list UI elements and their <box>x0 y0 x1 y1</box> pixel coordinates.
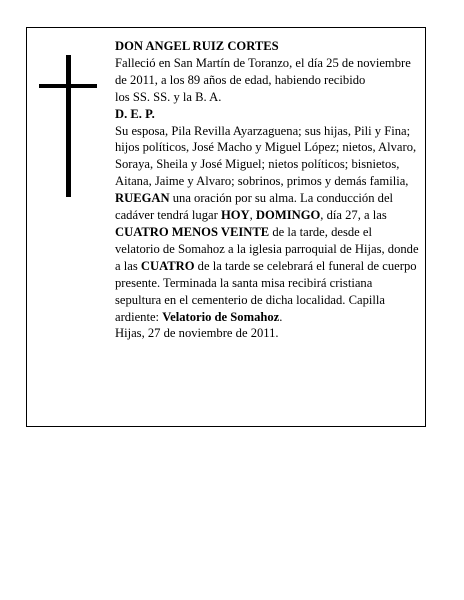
separator-comma: , <box>249 208 256 223</box>
day-sunday: DOMINGO <box>255 208 321 223</box>
cross-vertical-bar <box>66 55 71 197</box>
death-line-3: los SS. SS. y la B. A. <box>115 89 222 104</box>
family-list: Su esposa, Pila Revilla Ayarzaguena; sus hijas, Pili y Fina; hijos políticos, José Macho y Miguel López; nietos, Alvaro, Soraya, Sheila y José Miguel; nietos políticos; bisnietos, Aitana, Jaime y Alvaro; sobrinos, primos y demás familia, <box>115 123 417 189</box>
closing-line: Hijas, 27 de noviembre de 2011. <box>115 326 279 341</box>
request-text-4: de la tarde se celebrará el funeral de cuerpo presente. Terminada la santa misa recibirá cristiana sepultura en el cementerio de dicha localidad. Capilla ardiente: <box>115 258 417 324</box>
departure-time: CUATRO MENOS VEINTE <box>115 224 270 239</box>
request-text-3: de la tarde, desde el velatorio de Somahoz a la iglesia parroquial de Hijas, donde a las <box>115 224 419 273</box>
rest-in-peace: D. E. P. <box>115 106 155 121</box>
obituary-notice <box>26 27 426 427</box>
request-text-1: una oración por su alma. La conducción del cadáver tendrá lugar <box>115 191 394 223</box>
final-period: . <box>279 309 283 324</box>
deceased-name: DON ANGEL RUIZ CORTES <box>115 39 279 53</box>
funeral-details <box>115 190 419 325</box>
request-bold: RUEGAN <box>115 191 170 206</box>
notice-text <box>115 38 419 342</box>
death-line-1: Falleció en San Martín de Toranzo, el día 25 de noviembre <box>115 55 411 70</box>
death-line-2: de 2011, a los 89 años de edad, habiendo recibido <box>115 72 366 87</box>
cross-icon <box>39 55 97 197</box>
cross-horizontal-bar <box>39 84 97 88</box>
day-today: HOY <box>220 208 250 223</box>
funeral-time: CUATRO <box>140 258 195 273</box>
chapel-location: Velatorio de Somahoz <box>162 309 280 324</box>
request-text-2: , día 27, a las <box>320 208 387 223</box>
